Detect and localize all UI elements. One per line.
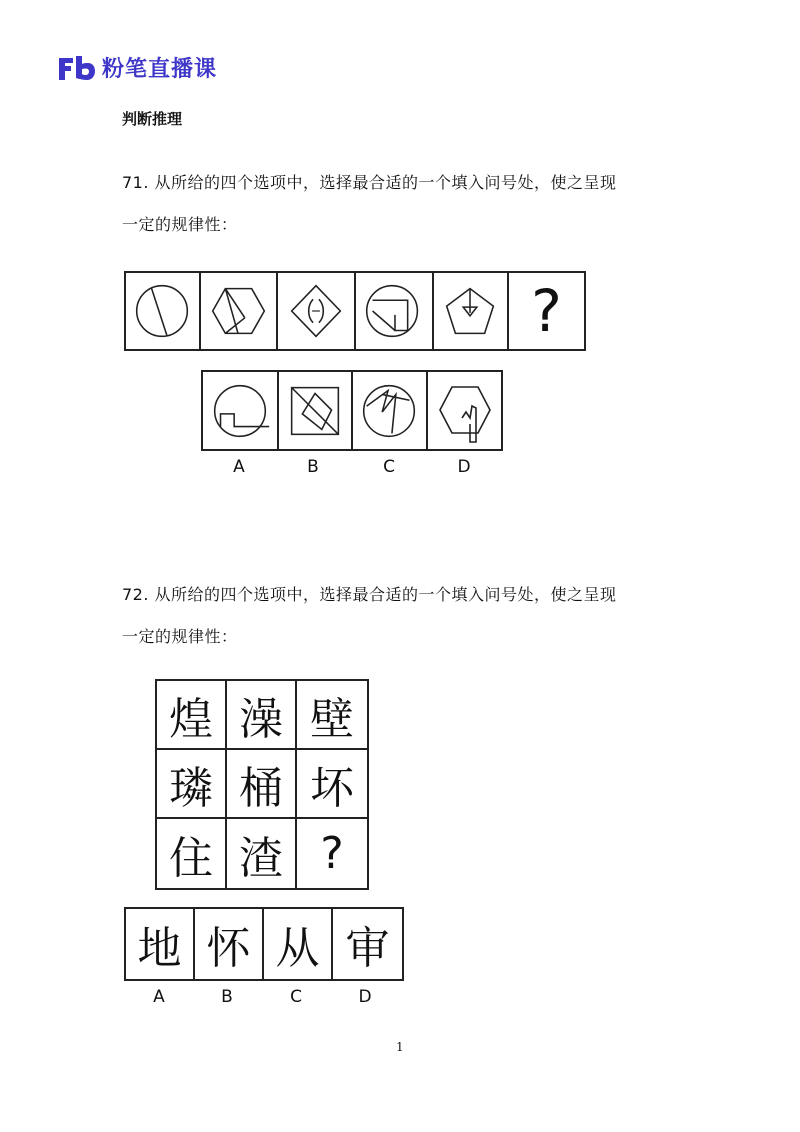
q72-options (124, 907, 404, 981)
q71-figure-1 (126, 273, 201, 349)
grid-cell: 壁 (297, 681, 367, 750)
q71-options (201, 370, 503, 451)
section-title: 判断推理 (122, 110, 183, 128)
circle-with-zigzag-icon (353, 372, 426, 449)
q71-option-d-figure[interactable] (428, 372, 501, 449)
q71-option-a-figure[interactable] (203, 372, 279, 449)
q71-figure-2 (201, 273, 278, 349)
pentagon-with-arrow-icon (434, 273, 507, 349)
q72-option-b-char[interactable]: 怀 (195, 909, 264, 979)
q71-prompt-line2: 一定的规律性： (122, 215, 238, 234)
q72-option-c-label[interactable]: C (290, 987, 302, 1007)
grid-cell: 桶 (227, 750, 297, 819)
brand-name: 粉笔直播课 (102, 57, 218, 82)
q71-option-a-label[interactable]: A (233, 457, 245, 477)
q72-option-c-char[interactable]: 从 (264, 909, 333, 979)
diamond-with-curves-icon (278, 273, 354, 349)
hexagon-with-notch-icon (428, 372, 501, 449)
q71-option-c-figure[interactable] (353, 372, 428, 449)
q72-option-d-label[interactable]: D (358, 987, 372, 1007)
q72-prompt-line2: 一定的规律性： (122, 627, 238, 646)
q72-prompt-line1: 72. 从所给的四个选项中，选择最合适的一个填入问号处，使之呈现 (122, 585, 617, 604)
q71-option-b-label[interactable]: B (307, 457, 319, 477)
grid-cell-question-mark: ? (320, 828, 344, 879)
circle-with-line-icon (126, 273, 199, 349)
q71-option-d-label[interactable]: D (457, 457, 471, 477)
hexagon-with-lines-icon (201, 273, 276, 349)
q72-option-a-char[interactable]: 地 (126, 909, 195, 979)
circle-with-step-line-icon (203, 372, 277, 449)
brand-logo (56, 52, 217, 83)
grid-cell: 煌 (157, 681, 227, 750)
q71-figure-3 (278, 273, 356, 349)
q72-character-grid (155, 679, 369, 890)
q72-option-b-label[interactable]: B (221, 987, 233, 1007)
grid-cell: 璘 (157, 750, 227, 819)
q71-figure-5 (434, 273, 509, 349)
q72-option-a-label[interactable]: A (153, 987, 165, 1007)
q71-figure-sequence (124, 271, 586, 351)
grid-cell: 渣 (227, 819, 297, 888)
q71-prompt-line1: 71. 从所给的四个选项中，选择最合适的一个填入问号处，使之呈现 (122, 173, 617, 192)
q71-option-c-label[interactable]: C (383, 457, 395, 477)
page-number: 1 (396, 1040, 404, 1054)
grid-cell: 澡 (227, 681, 297, 750)
circle-with-square-path-icon (356, 273, 432, 349)
question-mark: ? (531, 277, 562, 345)
square-with-rotated-square-icon (279, 372, 351, 449)
grid-cell: 坏 (297, 750, 367, 819)
q72-option-d-char[interactable]: 审 (345, 923, 390, 974)
fb-logo-icon (56, 54, 96, 82)
q71-figure-4 (356, 273, 434, 349)
q71-option-b-figure[interactable] (279, 372, 353, 449)
grid-cell: 住 (157, 819, 227, 888)
q71-figure-unknown (509, 273, 584, 349)
